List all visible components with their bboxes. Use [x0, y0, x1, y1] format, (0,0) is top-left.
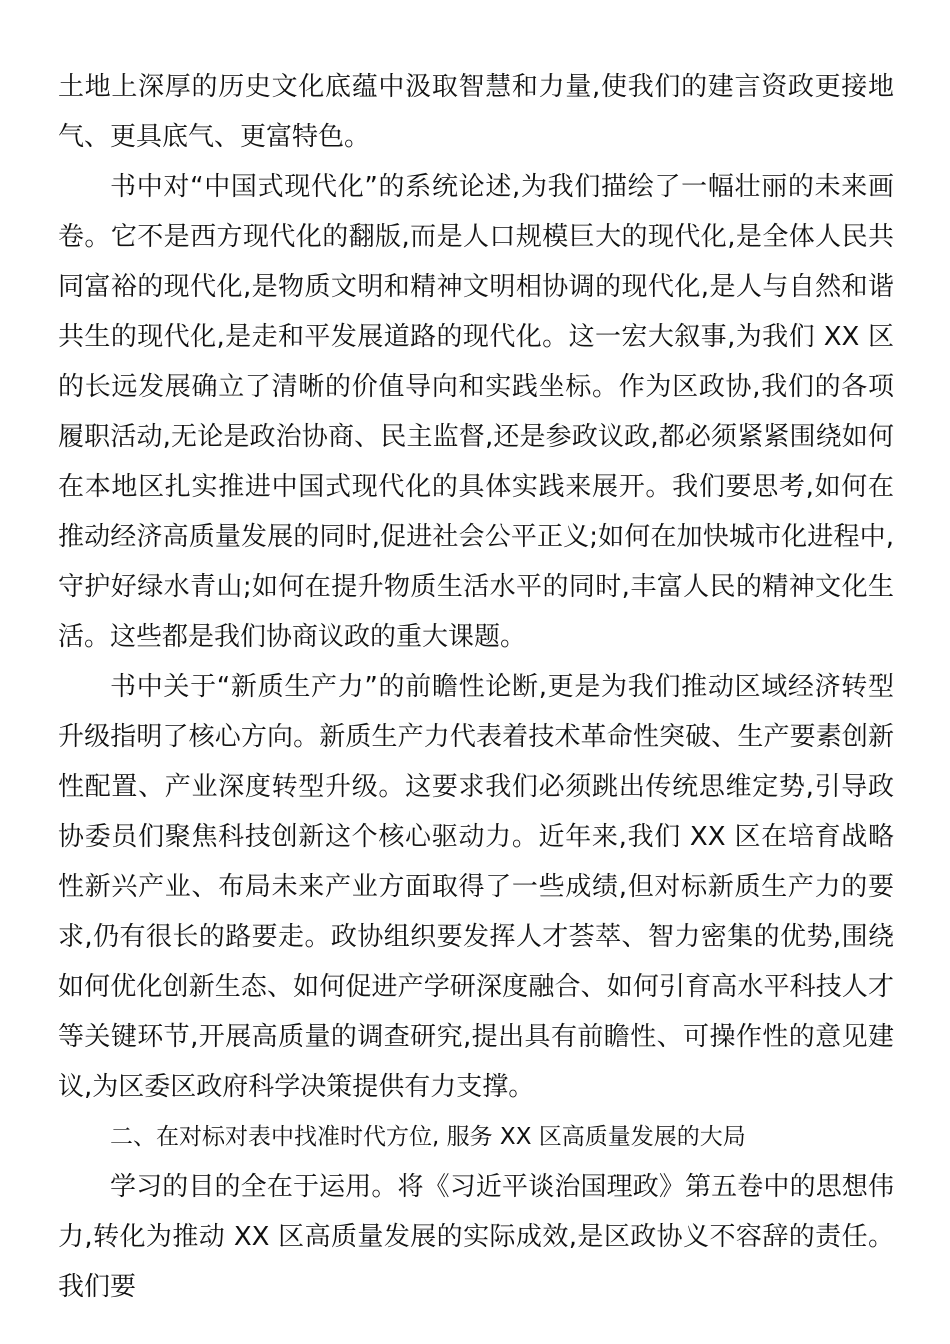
paragraph-new-productive-forces: 书中关于“新质生产力”的前瞻性论断,更是为我们推动区域经济转型升级指明了核心方向。新质生产力代表着技术革命性突破、生产要素创新性配置、产业深度转型升级。这要求我们必须跳出传统思维定势,引导政协委员们聚焦科技创新这个核心驱动力。近年来,我们 XX 区在培育战略性新兴产业、布局未来产业方面取得了一些成绩,但对标新质生产力的要求,仍有很长的路要走。政协组织要发挥人才荟萃、智力密集的优势,围绕如何优化创新生态、如何促进产学研深度融合、如何引育高水平科技人才等关键环节,开展高质量的调查研究,提出具有前瞻性、可操作性的意见建议,为区委区政府科学决策提供有力支撑。 [58, 672, 894, 1102]
paragraph-continuation: 土地上深厚的历史文化底蕴中汲取智慧和力量,使我们的建言资政更接地气、更具底气、更富特色。 [58, 72, 894, 152]
paragraph-application: 学习的目的全在于运用。将《习近平谈治国理政》第五卷中的思想伟力,转化为推动 XX 区高质量发展的实际成效,是区政协义不容辞的责任。我们要 [58, 1172, 894, 1302]
section-heading: 二、在对标对表中找准时代方位, 服务 XX 区高质量发展的大局 [110, 1124, 746, 1150]
paragraph-chinese-modernization: 书中对“中国式现代化”的系统论述,为我们描绘了一幅壮丽的未来画卷。它不是西方现代化的翻版,而是人口规模巨大的现代化,是全体人民共同富裕的现代化,是物质文明和精神文明相协调的现代化,是人与自然和谐共生的现代化,是走和平发展道路的现代化。这一宏大叙事,为我们 XX 区的长远发展确立了清晰的价值导向和实践坐标。作为区政协,我们的各项履职活动,无论是政治协商、民主监督,还是参政议政,都必须紧紧围绕如何在本地区扎实推进中国式现代化的具体实践来展开。我们要思考,如何在推动经济高质量发展的同时,促进社会公平正义;如何在加快城市化进程中,守护好绿水青山;如何在提升物质生活水平的同时,丰富人民的精神文化生活。这些都是我们协商议政的重大课题。 [58, 172, 894, 652]
document-body [58, 62, 894, 1312]
